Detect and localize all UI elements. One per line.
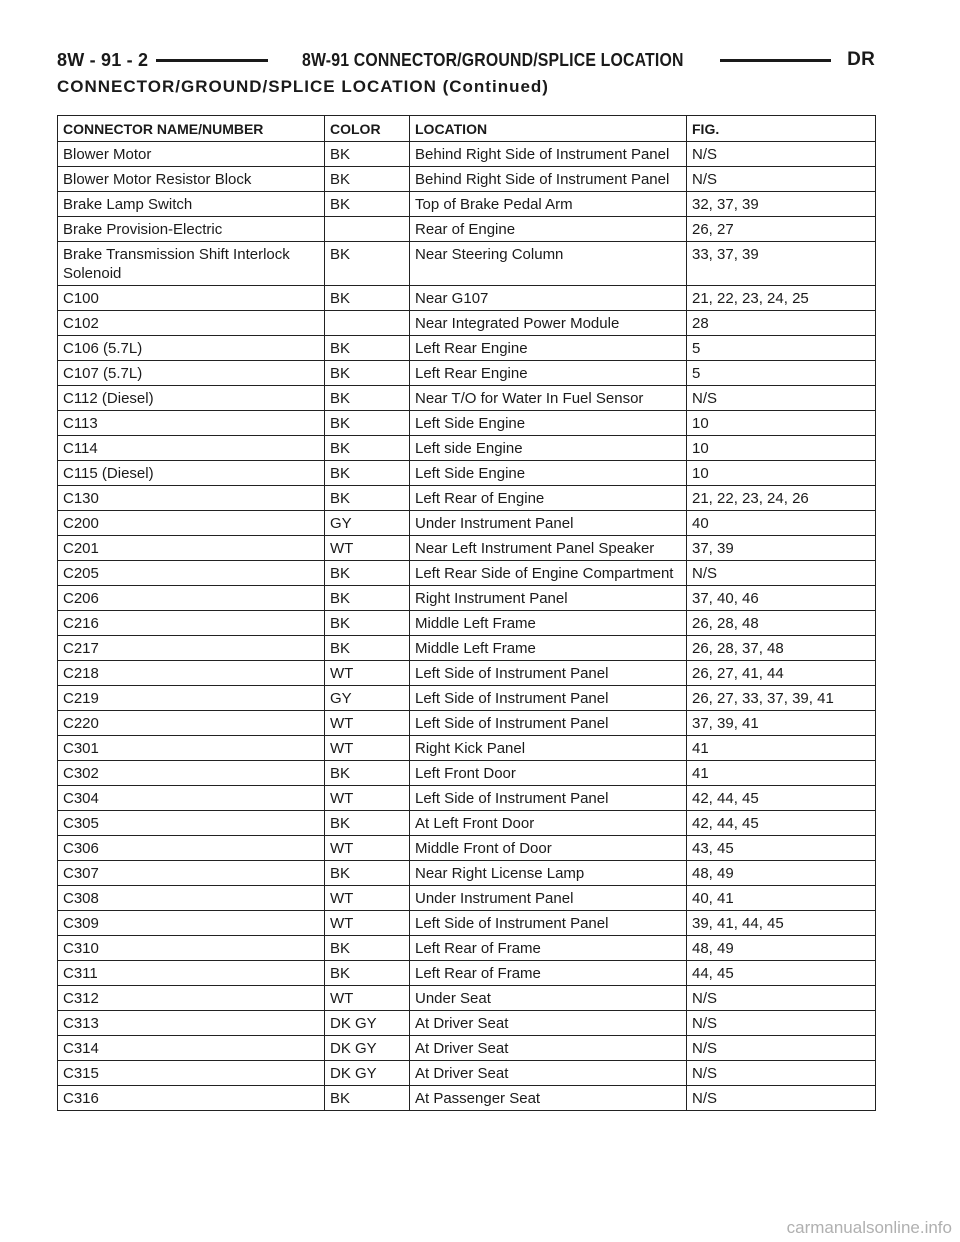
table-row: [58, 986, 876, 1011]
table-header-row: [58, 116, 876, 142]
table-row: [58, 811, 876, 836]
column-header-location: LOCATION: [410, 116, 687, 142]
cell-connector: C302: [58, 761, 325, 786]
table-row: [58, 1011, 876, 1036]
table-row: [58, 761, 876, 786]
table-row: [58, 861, 876, 886]
cell-fig: 5: [687, 336, 876, 361]
cell-connector: Brake Provision-Electric: [58, 217, 325, 242]
cell-location: Near G107: [410, 286, 687, 311]
cell-color: BK: [325, 486, 410, 511]
table-body: [58, 142, 876, 1111]
cell-color: GY: [325, 511, 410, 536]
cell-connector: C316: [58, 1086, 325, 1111]
cell-connector: Brake Lamp Switch: [58, 192, 325, 217]
cell-fig: 44, 45: [687, 961, 876, 986]
cell-fig: 10: [687, 411, 876, 436]
cell-fig: 42, 44, 45: [687, 811, 876, 836]
cell-color: WT: [325, 986, 410, 1011]
table-row: [58, 961, 876, 986]
cell-fig: 39, 41, 44, 45: [687, 911, 876, 936]
cell-color: WT: [325, 886, 410, 911]
table-row: [58, 336, 876, 361]
table-row: [58, 686, 876, 711]
connector-location-table: [57, 115, 876, 1111]
cell-fig: 48, 49: [687, 936, 876, 961]
cell-color: WT: [325, 736, 410, 761]
cell-connector: C301: [58, 736, 325, 761]
cell-fig: 32, 37, 39: [687, 192, 876, 217]
table-row: [58, 411, 876, 436]
cell-fig: 40: [687, 511, 876, 536]
section-title: CONNECTOR/GROUND/SPLICE LOCATION (Continued): [57, 77, 549, 96]
table-row: [58, 217, 876, 242]
cell-connector: C112 (Diesel): [58, 386, 325, 411]
cell-fig: 37, 39, 41: [687, 711, 876, 736]
cell-location: Middle Front of Door: [410, 836, 687, 861]
cell-connector: C308: [58, 886, 325, 911]
table-row: [58, 711, 876, 736]
table-row: [58, 911, 876, 936]
cell-location: Left Side Engine: [410, 411, 687, 436]
cell-location: At Driver Seat: [410, 1011, 687, 1036]
cell-fig: 37, 39: [687, 536, 876, 561]
table-row: [58, 586, 876, 611]
table-row: [58, 786, 876, 811]
cell-color: BK: [325, 286, 410, 311]
cell-fig: 5: [687, 361, 876, 386]
cell-color: WT: [325, 711, 410, 736]
table-row: [58, 736, 876, 761]
cell-fig: N/S: [687, 986, 876, 1011]
cell-location: Behind Right Side of Instrument Panel: [410, 142, 687, 167]
cell-connector: C306: [58, 836, 325, 861]
cell-fig: 43, 45: [687, 836, 876, 861]
cell-location: Left Side of Instrument Panel: [410, 661, 687, 686]
cell-fig: 28: [687, 311, 876, 336]
cell-fig: 10: [687, 436, 876, 461]
table-row: [58, 1086, 876, 1111]
cell-color: BK: [325, 142, 410, 167]
cell-location: Near Left Instrument Panel Speaker: [410, 536, 687, 561]
cell-location: Behind Right Side of Instrument Panel: [410, 167, 687, 192]
table-row: [58, 361, 876, 386]
cell-fig: 26, 28, 48: [687, 611, 876, 636]
cell-fig: N/S: [687, 561, 876, 586]
table-row: [58, 461, 876, 486]
cell-connector: C100: [58, 286, 325, 311]
cell-connector: Brake Transmission Shift Interlock Solenoid: [58, 242, 325, 286]
cell-color: BK: [325, 611, 410, 636]
cell-fig: N/S: [687, 1086, 876, 1111]
table-row: [58, 511, 876, 536]
cell-color: BK: [325, 361, 410, 386]
cell-color: WT: [325, 911, 410, 936]
header-rule-left: [156, 59, 268, 62]
model-code: DR: [847, 49, 875, 70]
cell-connector: C311: [58, 961, 325, 986]
cell-connector: C205: [58, 561, 325, 586]
table-row: [58, 561, 876, 586]
cell-color: DK GY: [325, 1061, 410, 1086]
cell-color: BK: [325, 861, 410, 886]
table-row: [58, 386, 876, 411]
cell-color: WT: [325, 661, 410, 686]
cell-location: Right Instrument Panel: [410, 586, 687, 611]
cell-connector: C310: [58, 936, 325, 961]
cell-location: Left Side of Instrument Panel: [410, 911, 687, 936]
cell-location: At Passenger Seat: [410, 1086, 687, 1111]
cell-color: BK: [325, 411, 410, 436]
cell-fig: N/S: [687, 1011, 876, 1036]
cell-color: BK: [325, 461, 410, 486]
cell-location: Right Kick Panel: [410, 736, 687, 761]
cell-color: WT: [325, 536, 410, 561]
cell-connector: C312: [58, 986, 325, 1011]
table-row: [58, 1036, 876, 1061]
cell-connector: C307: [58, 861, 325, 886]
cell-color: DK GY: [325, 1011, 410, 1036]
cell-fig: 40, 41: [687, 886, 876, 911]
cell-connector: C305: [58, 811, 325, 836]
cell-connector: C130: [58, 486, 325, 511]
cell-connector: C313: [58, 1011, 325, 1036]
cell-fig: 26, 27, 33, 37, 39, 41: [687, 686, 876, 711]
cell-location: Left Rear of Engine: [410, 486, 687, 511]
cell-location: Near Integrated Power Module: [410, 311, 687, 336]
cell-connector: C314: [58, 1036, 325, 1061]
cell-connector: C206: [58, 586, 325, 611]
table-row: [58, 311, 876, 336]
cell-fig: 10: [687, 461, 876, 486]
page-number: 8W - 91 - 2: [57, 49, 149, 70]
cell-location: At Driver Seat: [410, 1036, 687, 1061]
cell-color: BK: [325, 936, 410, 961]
cell-fig: 33, 37, 39: [687, 242, 876, 286]
cell-color: BK: [325, 386, 410, 411]
cell-connector: C315: [58, 1061, 325, 1086]
table-row: [58, 1061, 876, 1086]
cell-connector: C107 (5.7L): [58, 361, 325, 386]
cell-fig: N/S: [687, 386, 876, 411]
cell-connector: Blower Motor: [58, 142, 325, 167]
cell-color: GY: [325, 686, 410, 711]
cell-color: BK: [325, 242, 410, 286]
column-header-connector: CONNECTOR NAME/NUMBER: [58, 116, 325, 142]
cell-color: BK: [325, 336, 410, 361]
table-row: [58, 536, 876, 561]
cell-color: BK: [325, 761, 410, 786]
table-row: [58, 936, 876, 961]
cell-connector: C219: [58, 686, 325, 711]
cell-location: Near T/O for Water In Fuel Sensor: [410, 386, 687, 411]
cell-fig: 41: [687, 761, 876, 786]
cell-connector: C102: [58, 311, 325, 336]
cell-fig: 26, 27: [687, 217, 876, 242]
cell-location: At Left Front Door: [410, 811, 687, 836]
cell-color: WT: [325, 836, 410, 861]
cell-connector: C115 (Diesel): [58, 461, 325, 486]
table-row: [58, 836, 876, 861]
cell-connector: C201: [58, 536, 325, 561]
header-rule-right: [720, 59, 832, 62]
chapter-title: 8W-91 CONNECTOR/GROUND/SPLICE LOCATION: [301, 49, 684, 70]
table-row: [58, 611, 876, 636]
cell-fig: 37, 40, 46: [687, 586, 876, 611]
cell-location: Middle Left Frame: [410, 636, 687, 661]
cell-color: [325, 217, 410, 242]
cell-connector: C106 (5.7L): [58, 336, 325, 361]
cell-fig: 48, 49: [687, 861, 876, 886]
table-row: [58, 661, 876, 686]
cell-location: Left Side of Instrument Panel: [410, 711, 687, 736]
table-row: [58, 167, 876, 192]
cell-location: Rear of Engine: [410, 217, 687, 242]
table-row: [58, 142, 876, 167]
cell-fig: N/S: [687, 142, 876, 167]
cell-connector: C309: [58, 911, 325, 936]
cell-connector: C217: [58, 636, 325, 661]
cell-color: BK: [325, 1086, 410, 1111]
cell-location: Left Rear of Frame: [410, 961, 687, 986]
table-row: [58, 286, 876, 311]
cell-connector: C200: [58, 511, 325, 536]
table-row: [58, 636, 876, 661]
cell-location: Left Rear Engine: [410, 361, 687, 386]
column-header-fig: FIG.: [687, 116, 876, 142]
table-row: [58, 242, 876, 286]
cell-color: BK: [325, 561, 410, 586]
cell-color: BK: [325, 586, 410, 611]
cell-location: Under Seat: [410, 986, 687, 1011]
cell-color: WT: [325, 786, 410, 811]
cell-fig: N/S: [687, 1036, 876, 1061]
cell-location: Left Front Door: [410, 761, 687, 786]
cell-location: Left Side of Instrument Panel: [410, 786, 687, 811]
cell-color: BK: [325, 811, 410, 836]
cell-color: DK GY: [325, 1036, 410, 1061]
cell-connector: Blower Motor Resistor Block: [58, 167, 325, 192]
cell-fig: 42, 44, 45: [687, 786, 876, 811]
cell-connector: C216: [58, 611, 325, 636]
cell-fig: 21, 22, 23, 24, 26: [687, 486, 876, 511]
cell-location: Near Right License Lamp: [410, 861, 687, 886]
table-row: [58, 436, 876, 461]
cell-fig: 26, 27, 41, 44: [687, 661, 876, 686]
cell-location: Under Instrument Panel: [410, 886, 687, 911]
cell-location: Left Side Engine: [410, 461, 687, 486]
cell-location: Near Steering Column: [410, 242, 687, 286]
cell-location: Left Rear of Frame: [410, 936, 687, 961]
cell-location: Left Side of Instrument Panel: [410, 686, 687, 711]
cell-fig: 21, 22, 23, 24, 25: [687, 286, 876, 311]
cell-color: BK: [325, 167, 410, 192]
watermark: carmanualsonline.info: [786, 1218, 952, 1237]
table-row: [58, 486, 876, 511]
cell-color: BK: [325, 961, 410, 986]
cell-location: Left Rear Side of Engine Compartment: [410, 561, 687, 586]
cell-color: BK: [325, 192, 410, 217]
cell-connector: C220: [58, 711, 325, 736]
table-row: [58, 192, 876, 217]
cell-fig: N/S: [687, 1061, 876, 1086]
cell-location: Left side Engine: [410, 436, 687, 461]
cell-connector: C218: [58, 661, 325, 686]
cell-location: Left Rear Engine: [410, 336, 687, 361]
cell-color: BK: [325, 636, 410, 661]
page-header: [57, 46, 875, 74]
cell-location: Middle Left Frame: [410, 611, 687, 636]
column-header-color: COLOR: [325, 116, 410, 142]
cell-color: BK: [325, 436, 410, 461]
cell-fig: 41: [687, 736, 876, 761]
cell-fig: 26, 28, 37, 48: [687, 636, 876, 661]
cell-location: Under Instrument Panel: [410, 511, 687, 536]
cell-color: [325, 311, 410, 336]
cell-location: Top of Brake Pedal Arm: [410, 192, 687, 217]
cell-connector: C114: [58, 436, 325, 461]
cell-connector: C113: [58, 411, 325, 436]
table-row: [58, 886, 876, 911]
cell-location: At Driver Seat: [410, 1061, 687, 1086]
cell-fig: N/S: [687, 167, 876, 192]
cell-connector: C304: [58, 786, 325, 811]
